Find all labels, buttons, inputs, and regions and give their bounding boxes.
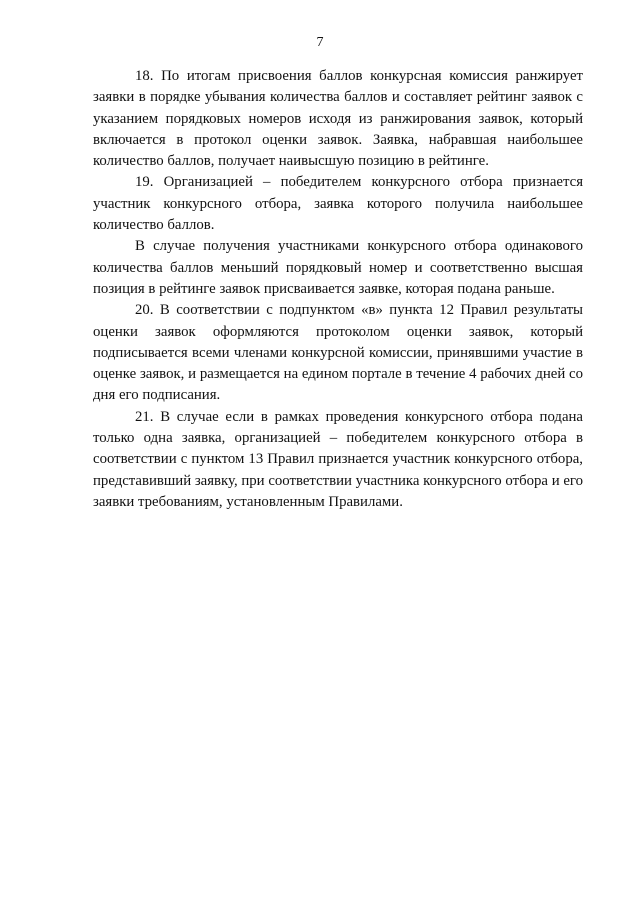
paragraph-19: 19. Организацией – победителем конкурсного отбора признается участник конкурсного отбора, заявка которого получила наибольшее количество баллов. <box>93 174 583 234</box>
paragraph-20: 20. В соответствии с подпунктом «в» пункта 12 Правил результаты оценки заявок оформляются протоколом оценки заявок, который подписывается всеми членами конкурсной комиссии, принявшими участие в оценке заявок, и размещается на едином портале в течение 4 рабочих дней со дня его подписания. <box>93 302 583 404</box>
paragraph-18: 18. По итогам присвоения баллов конкурсная комиссия ранжирует заявки в порядке убывания количества баллов и составляет рейтинг заявок с указанием порядковых номеров исходя из ранжирования заявок, который включается в протокол оценки заявок. Заявка, набравшая наибольшее количество баллов, получает наивысшую позицию в рейтинге. <box>93 68 583 170</box>
document-body <box>93 66 583 513</box>
page-number: 7 <box>316 35 324 50</box>
paragraph-19-continued: В случае получения участниками конкурсного отбора одинакового количества баллов меньший порядковый номер и соответственно высшая позиция в рейтинге заявок присваивается заявке, которая подана раньше. <box>93 238 583 297</box>
paragraph-21: 21. В случае если в рамках проведения конкурсного отбора подана только одна заявка, организацией – победителем конкурсного отбора в соответствии с пунктом 13 Правил признается участник конкурсного отбора, представивший заявку, при соответствии участника конкурсного отбора и его заявки требованиям, установленным Правилами. <box>93 408 583 510</box>
